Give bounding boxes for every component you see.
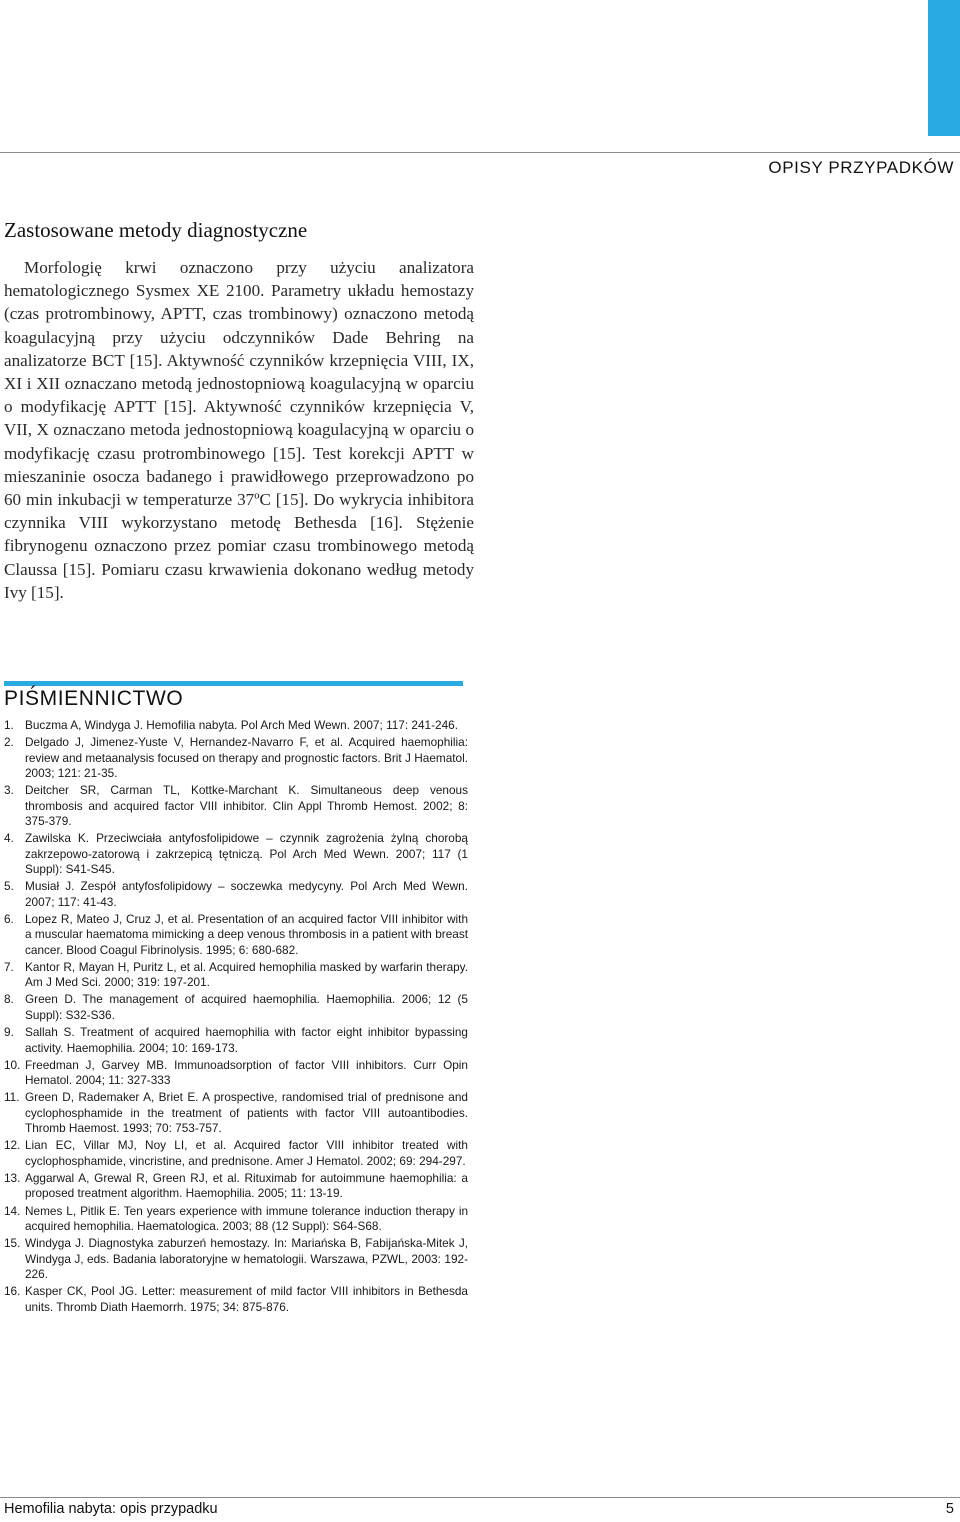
reference-item	[4, 1236, 468, 1282]
reference-number: 12.	[4, 1138, 21, 1153]
reference-number: 16.	[4, 1284, 21, 1299]
reference-item	[4, 1171, 468, 1202]
methods-paragraph: Morfologię krwi oznaczono przy użyciu analizatora hematologicznego Sysmex XE 2100. Parametry układu hemostazy (czas protrombinowy, APTT, czas trombinowy) oznaczono metodą koagulacyjną przy użyciu odczynników Dade Behring na analizatorze BCT [15]. Aktywność czynników krzepnięcia VIII, IX, XI i XII oznaczano metodą jednostopniową koagulacyjną w oparciu o modyfikację APTT [15]. Aktywność czynników krzepnięcia V, VII, X oznaczano metoda jednostopniową koagulacyjną w oparciu o modyfikację czasu protrombinowego [15]. Test korekcji APTT w mieszaninie osocza badanego i prawidłowego przeprowadzono po 60 min inkubacji w temperaturze 37ºC [15]. Do wykrycia inhibitora czynnika VIII wykorzystano metodę Bethesda [16]. Stężenie fibrynogenu oznaczono przez pomiar czasu trombinowego metodą Claussa [15]. Pomiaru czasu krwawienia dokonano według metody Ivy [15].	[4, 258, 474, 602]
reference-number: 15.	[4, 1236, 21, 1251]
reference-number: 5.	[4, 879, 14, 894]
reference-text: Windyga J. Diagnostyka zaburzeń hemostazy. In: Mariańska B, Fabijańska-Mitek J, Windyga J, eds. Badania laboratoryjne w hematologii. Warszawa, PZWL, 2003: 192-226.	[25, 1236, 468, 1281]
header-rule	[0, 152, 960, 153]
reference-number: 13.	[4, 1170, 21, 1185]
methods-body	[4, 256, 474, 604]
reference-text: Lopez R, Mateo J, Cruz J, et al. Presentation of an acquired factor VIII inhibitor with a muscular haematoma mimicking a deep venous thrombosis in a patient with breast cancer. Blood Coagul Fibrinolysis. 1995; 6: 680-682.	[25, 911, 468, 957]
reference-text: Lian EC, Villar MJ, Noy LI, et al. Acquired factor VIII inhibitor treated with cyclophosphamide, vincristine, and prednisone. Amer J Hematol. 2002; 69: 294-297.	[25, 1138, 468, 1168]
reference-item	[4, 831, 468, 877]
reference-item	[4, 1284, 468, 1315]
reference-item	[4, 1025, 468, 1056]
reference-text: Kantor R, Mayan H, Puritz L, et al. Acquired hemophilia masked by warfarin therapy. Am J Med Sci. 2000; 319: 197-201.	[25, 959, 468, 990]
reference-text: Buczma A, Windyga J. Hemofilia nabyta. Pol Arch Med Wewn. 2007; 117: 241-246.	[25, 718, 458, 732]
reference-number: 1.	[4, 718, 14, 732]
reference-text: Kasper CK, Pool JG. Letter: measurement of mild factor VIII inhibitors in Bethesda units. Thromb Diath Haemorrh. 1975; 34: 875-876.	[25, 1284, 468, 1314]
footer-rule	[0, 1497, 960, 1498]
section-label: OPISY PRZYPADKÓW	[768, 158, 954, 177]
reference-number: 11.	[4, 1090, 20, 1105]
reference-item	[4, 783, 468, 829]
reference-item	[4, 1058, 468, 1089]
reference-item	[4, 1090, 468, 1136]
reference-text: Deitcher SR, Carman TL, Kottke-Marchant K. Simultaneous deep venous thrombosis and acquired factor VIII inhibitor. Clin Appl Thromb Hemost. 2002; 8: 375-379.	[25, 783, 468, 829]
reference-item	[4, 735, 468, 781]
reference-number: 8.	[4, 992, 14, 1007]
reference-text: Musiał J. Zespół antyfosfolipidowy – soczewka medycyny. Pol Arch Med Wewn. 2007; 117: 41-43.	[25, 879, 468, 909]
reference-number: 3.	[4, 783, 14, 798]
section-color-tab	[928, 0, 960, 136]
methods-heading: Zastosowane metody diagnostyczne	[4, 218, 308, 242]
reference-number: 14.	[4, 1203, 21, 1218]
reference-item	[4, 960, 468, 991]
page-number: 5	[945, 1501, 954, 1517]
reference-text: Aggarwal A, Grewal R, Green RJ, et al. Rituximab for autoimmune haemophilia: a proposed treatment algorithm. Haemophilia. 2005; 11: 13-19.	[25, 1170, 468, 1201]
reference-item	[4, 992, 468, 1023]
footer-title: Hemofilia nabyta: opis przypadku	[4, 1501, 218, 1517]
reference-number: 10.	[4, 1057, 21, 1072]
reference-item	[4, 718, 468, 733]
references-title: PIŚMIENNICTWO	[4, 687, 184, 710]
reference-item	[4, 1204, 468, 1235]
reference-number: 7.	[4, 959, 14, 974]
reference-number: 2.	[4, 735, 14, 750]
reference-text: Sallah S. Treatment of acquired haemophilia with factor eight inhibitor bypassing activity. Haemophilia. 2004; 10: 169-173.	[25, 1025, 468, 1055]
reference-item	[4, 912, 468, 958]
reference-text: Delgado J, Jimenez-Yuste V, Hernandez-Navarro F, et al. Acquired haemophilia: review and metaanalysis focused on therapy and prognostic factors. Brit J Haematol. 2003; 121: 21-35.	[25, 735, 468, 781]
reference-text: Freedman J, Garvey MB. Immunoadsorption of factor VIII inhibitors. Curr Opin Hematol. 2004; 11: 327-333	[25, 1057, 468, 1088]
references-accent-bar	[4, 681, 463, 686]
reference-item	[4, 1138, 468, 1169]
reference-text: Zawilska K. Przeciwciała antyfosfolipidowe – czynnik zagrożenia żylną chorobą zakrzepowo-zatorową i zakrzepicą tętniczą. Pol Arch Med Wewn. 2007; 117 (1 Suppl): S41-S45.	[25, 831, 468, 877]
reference-number: 6.	[4, 911, 14, 926]
references-list	[4, 718, 468, 1317]
reference-item	[4, 879, 468, 910]
reference-number: 4.	[4, 831, 14, 846]
reference-text: Green D. The management of acquired haemophilia. Haemophilia. 2006; 12 (5 Suppl): S32-S36.	[25, 992, 468, 1022]
reference-text: Nemes L, Pitlik E. Ten years experience with immune tolerance induction therapy in acquired hemophilia. Haematologica. 2003; 88 (12 Suppl): S64-S68.	[25, 1203, 468, 1233]
reference-text: Green D, Rademaker A, Briet E. A prospective, randomised trial of prednisone and cyclophosphamide in the treatment of patients with factor VIII autoantibodies. Thromb Haemost. 1993; 70: 753-757.	[25, 1090, 468, 1136]
reference-number: 9.	[4, 1025, 14, 1040]
